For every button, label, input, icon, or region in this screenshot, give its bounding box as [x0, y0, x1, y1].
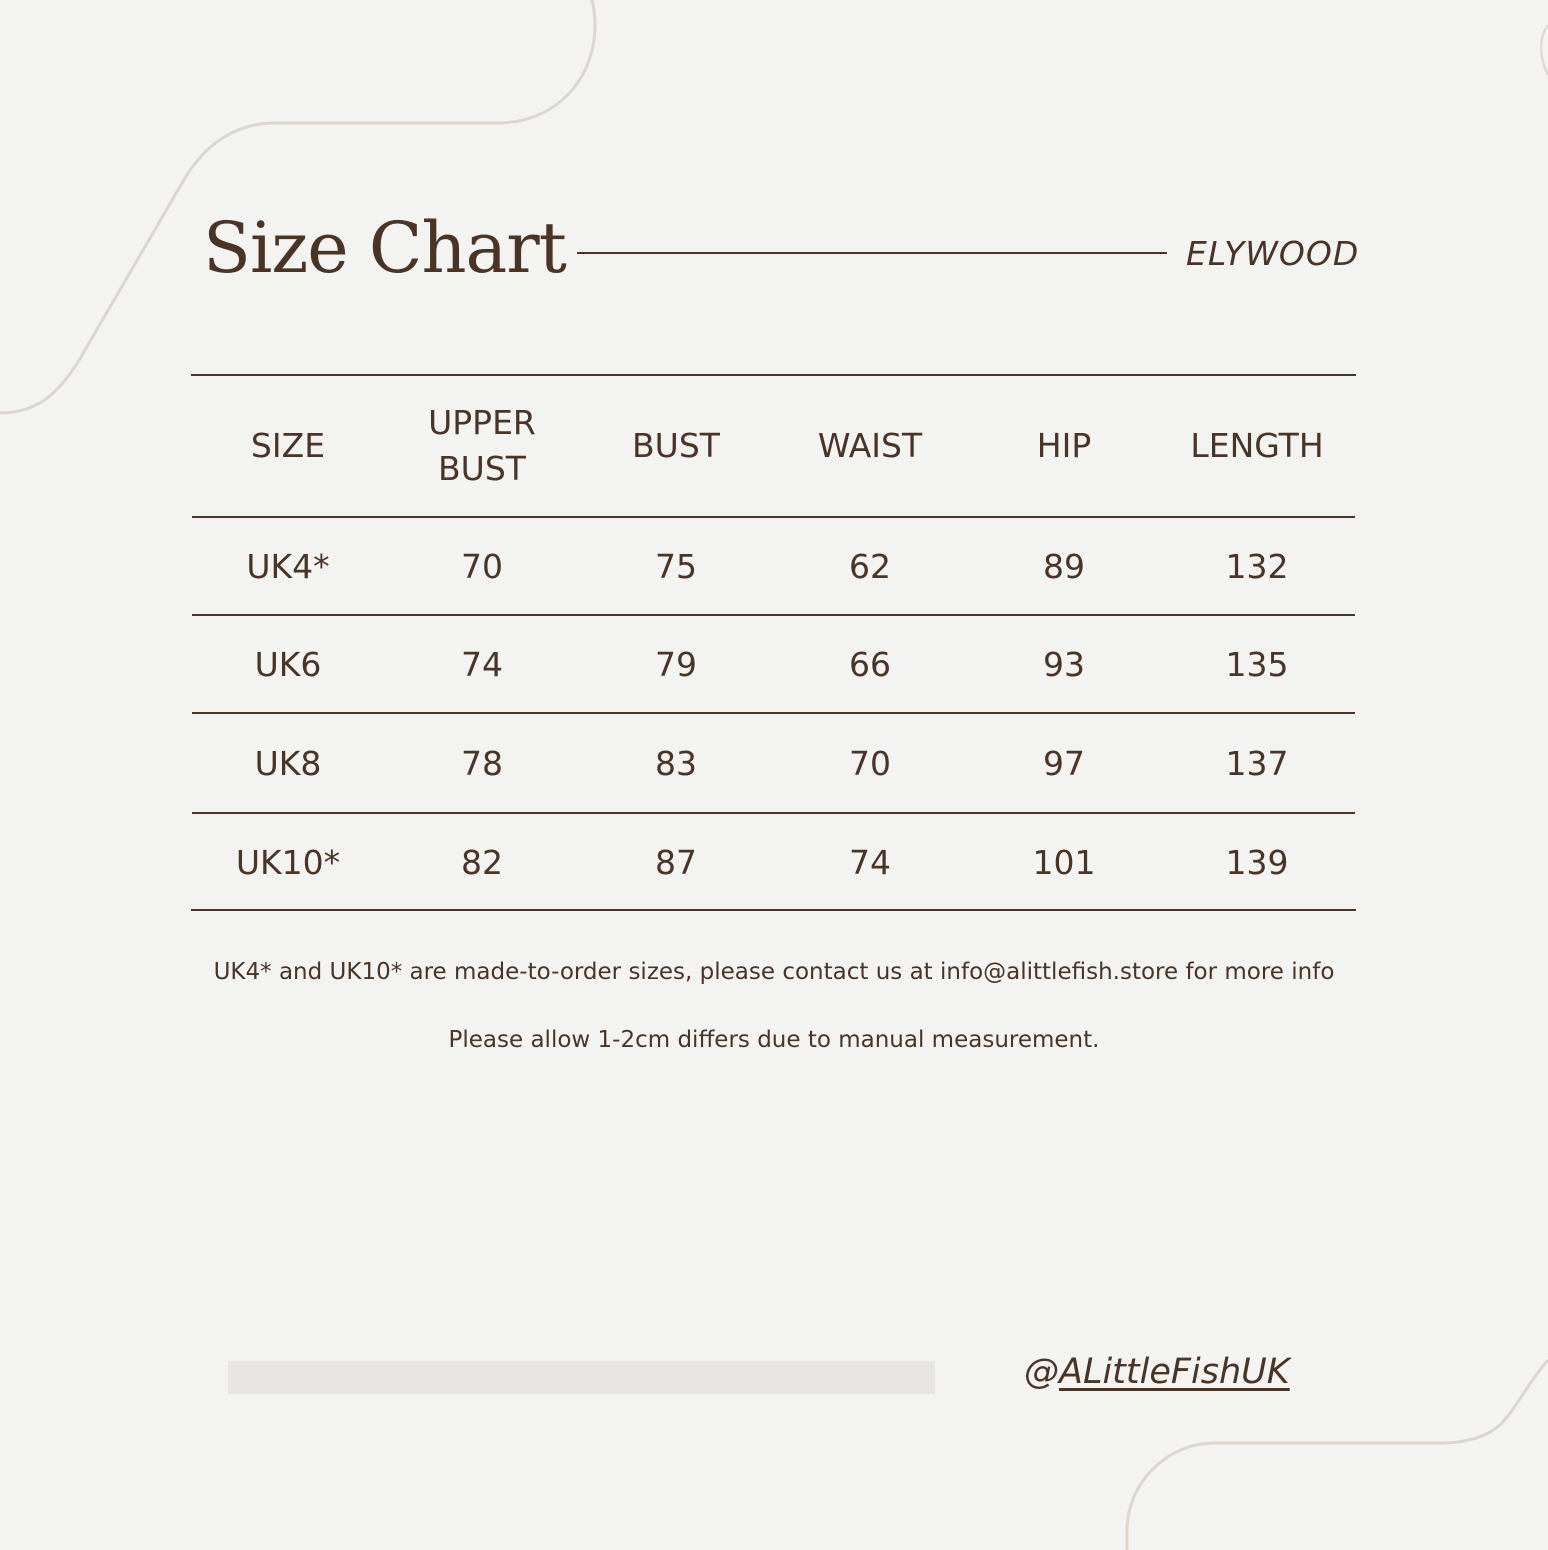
- table-cell: 70: [849, 744, 891, 783]
- at-sign: @: [1024, 1352, 1059, 1392]
- table-row-size-label: UK4*: [246, 547, 330, 586]
- title-divider: [577, 252, 1167, 254]
- table-rule-row1: [192, 614, 1355, 616]
- measurement-tolerance-note: Please allow 1-2cm differs due to manual measurement.: [448, 1027, 1100, 1053]
- column-header-length: LENGTH: [1190, 426, 1324, 465]
- column-header-bust: BUST: [632, 426, 720, 465]
- table-cell: 74: [461, 645, 503, 684]
- table-cell: 78: [461, 744, 503, 783]
- table-cell: 74: [849, 843, 891, 882]
- table-rule-top: [191, 374, 1356, 376]
- table-cell: 83: [655, 744, 697, 783]
- made-to-order-note: UK4* and UK10* are made-to-order sizes, please contact us at info@alittlefish.store for more info: [213, 959, 1335, 985]
- table-rule-row3: [192, 812, 1355, 814]
- table-cell: 135: [1225, 645, 1289, 684]
- table-cell: 139: [1225, 843, 1289, 882]
- table-cell: 137: [1225, 744, 1289, 783]
- table-cell: 89: [1043, 547, 1085, 586]
- column-header-size: SIZE: [250, 426, 326, 465]
- table-rule-bottom: [191, 909, 1356, 911]
- table-cell: 70: [461, 547, 503, 586]
- table-cell: 62: [849, 547, 891, 586]
- table-cell: 97: [1043, 744, 1085, 783]
- column-header-upper-bust-line2: BUST: [438, 449, 526, 488]
- table-cell: 66: [849, 645, 891, 684]
- social-handle-link[interactable]: ALittleFishUK: [1059, 1352, 1290, 1392]
- table-cell: 101: [1032, 843, 1096, 882]
- table-rule-header: [192, 516, 1355, 518]
- table-cell: 82: [461, 843, 503, 882]
- table-cell: 79: [655, 645, 697, 684]
- table-row-size-label: UK10*: [235, 843, 341, 882]
- table-cell: 93: [1043, 645, 1085, 684]
- column-header-upper-bust-line1: UPPER: [428, 403, 536, 442]
- column-header-hip: HIP: [1036, 426, 1092, 465]
- page-title: Size Chart: [203, 207, 566, 289]
- table-row-size-label: UK8: [254, 744, 322, 783]
- table-cell: 75: [655, 547, 697, 586]
- table-row-size-label: UK6: [254, 645, 322, 684]
- table-cell: 132: [1225, 547, 1289, 586]
- top-right-edge-curve: [1541, 25, 1548, 75]
- column-header-waist: WAIST: [817, 426, 923, 465]
- table-cell: 87: [655, 843, 697, 882]
- social-handle[interactable]: [1024, 1352, 1290, 1392]
- table-rule-row2: [192, 712, 1355, 714]
- brand-name: ELYWOOD: [1186, 234, 1360, 273]
- footer-bar: [228, 1361, 935, 1394]
